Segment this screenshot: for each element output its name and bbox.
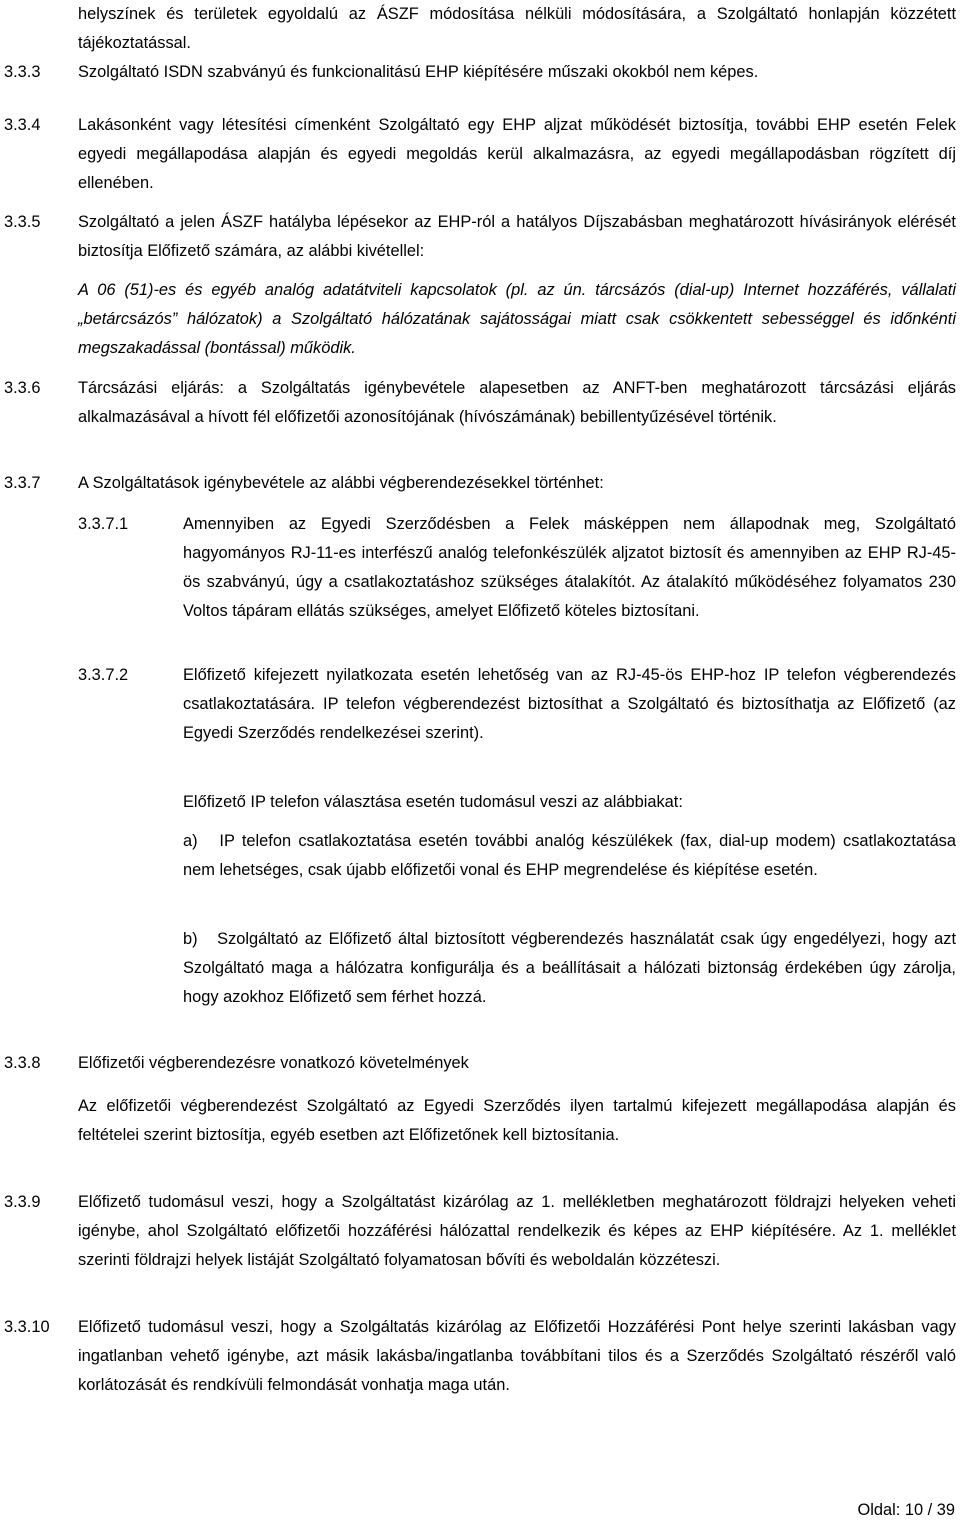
section-number: 3.3.9	[4, 1193, 41, 1211]
section-number: 3.3.7	[4, 474, 41, 492]
section-number: 3.3.5	[4, 213, 41, 231]
ip-phone-intro: Előfizető IP telefon választása esetén tudomásul veszi az alábbiakat:	[183, 793, 683, 811]
section-text: A Szolgáltatások igénybevétele az alábbi végberendezésekkel történhet:	[78, 474, 604, 492]
section-text: Szolgáltató ISDN szabványú és funkcionalitású EHP kiépítésére műszaki okokból nem képes.	[78, 63, 759, 81]
section-number: 3.3.3	[4, 63, 41, 81]
page-number-footer: Oldal: 10 / 39	[857, 1501, 955, 1519]
continued-paragraph: helyszínek és területek egyoldalú az ÁSZF módosítása nélküli módosítására, a Szolgáltató honlapján közzétett tájékoztatással.	[78, 5, 956, 52]
section-number: 3.3.8	[4, 1054, 41, 1072]
section-number: 3.3.10	[4, 1318, 50, 1336]
section-text: Előfizető tudomásul veszi, hogy a Szolgáltatást kizárólag az 1. mellékletben meghatározott földrajzi helyeken veheti igénybe, ahol Szolgáltató előfizetői hozzáférési hálózattal rendelkezik és képes az EHP kiépítésére. Az 1. melléklet szerinti földrajzi helyek listáját Szolgáltató folyamatosan bővíti és weboldalán közzéteszi.	[78, 1193, 956, 1269]
section-number: 3.3.4	[4, 116, 41, 134]
section-text: Tárcsázási eljárás: a Szolgáltatás igénybevétele alapesetben az ANFT-ben meghatározott tárcsázási eljárás alkalmazásával a hívott fél előfizetői azonosítójának (hívószámának) bebillentyűzésével történik.	[78, 379, 956, 426]
section-text: Előfizető tudomásul veszi, hogy a Szolgáltatás kizárólag az Előfizetői Hozzáférési Pont helye szerinti lakásban vagy ingatlanban vehető igénybe, azt másik lakásba/ingatlanba továbbítani tilos és a Szerződés Szolgáltató részéről való korlátozását és rendkívüli felmondását vonhatja maga után.	[78, 1318, 956, 1394]
section-text: Előfizetői végberendezésre vonatkozó követelmények	[78, 1054, 469, 1072]
section-text: Előfizető kifejezett nyilatkozata esetén lehetőség van az RJ-45-ös EHP-hoz IP telefon végberendezés csatlakoztatására. IP telefon végberendezést biztosíthat a Szolgáltató és biztosíthatja az Előfizető (az Egyedi Szerződés rendelkezései szerint).	[183, 666, 956, 742]
section-number: 3.3.7.1	[78, 515, 129, 533]
section-text: Lakásonként vagy létesítési címenként Szolgáltató egy EHP aljzat működését biztosítja, további EHP esetén Felek egyedi megállapodása alapján és egyedi megoldás kerül alkalmazásra, az egyedi megállapodásban rögzített díj ellenében.	[78, 116, 956, 192]
section-number: 3.3.6	[4, 379, 41, 397]
ip-phone-item-b: b) Szolgáltató az Előfizető által biztosított végberendezés használatát csak úgy engedélyezi, hogy azt Szolgáltató maga a hálózatra konfigurálja és a beállításait a hálózati biztonság érdekében úgy zárolja, hogy azokhoz Előfizető sem férhet hozzá.	[183, 930, 956, 1006]
exception-note: A 06 (51)-es és egyéb analóg adatátviteli kapcsolatok (pl. az ún. tárcsázós (dial-up) Internet hozzáférés, vállalati „betárcsázós” hálózatok) a Szolgáltató hálózatának sajátosságai miatt csak csökkentett sebességgel és időnkénti megszakadással (bontással) működik.	[78, 281, 956, 357]
ip-phone-item-a: a) IP telefon csatlakoztatása esetén további analóg készülékek (fax, dial-up modem) csatlakoztatása nem lehetséges, csak újabb előfizetői vonal és EHP megrendelése és kiépítése esetén.	[183, 832, 956, 879]
section-text: Amennyiben az Egyedi Szerződésben a Felek másképpen nem állapodnak meg, Szolgáltató hagyományos RJ-11-es interfészű analóg telefonkészülék aljzatot biztosít és amennyiben az EHP RJ-45-ös szabványú, úgy a csatlakoztatáshoz szükséges átalakítót. Az átalakító működéséhez folyamatos 230 Voltos tápáram ellátás szükséges, amelyet Előfizető köteles biztosítani.	[183, 515, 956, 620]
section-3-3-8-body: Az előfizetői végberendezést Szolgáltató az Egyedi Szerződés ilyen tartalmú kifejezett megállapodása alapján és feltételei szerint biztosítja, egyéb esetben azt Előfizetőnek kell biztosítania.	[78, 1097, 956, 1144]
section-text: Szolgáltató a jelen ÁSZF hatályba lépésekor az EHP-ról a hatályos Díjszabásban meghatározott hívásirányok elérését biztosítja Előfizető számára, az alábbi kivétellel:	[78, 213, 956, 260]
section-number: 3.3.7.2	[78, 666, 129, 684]
